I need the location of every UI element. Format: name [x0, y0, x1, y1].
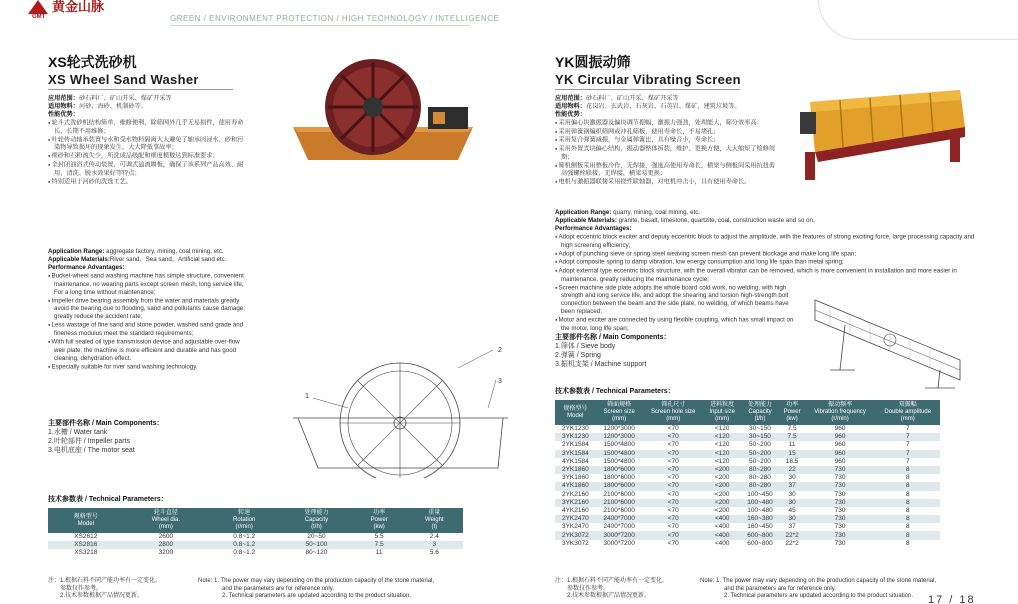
table-cell: 8	[876, 466, 940, 474]
table-cell: 1800*6000	[603, 474, 635, 482]
table-cell: 600~800	[747, 539, 773, 547]
table-cell: 22*2	[780, 531, 805, 539]
table-cell: 37	[788, 523, 796, 531]
header-divider	[170, 25, 470, 26]
title-underline	[48, 89, 233, 90]
table-cell: 7	[905, 457, 910, 465]
table-cell: 5.5	[374, 533, 384, 541]
table-cell: 8	[905, 490, 910, 498]
table-cell: <70	[643, 433, 704, 441]
component-item: 2.弹簧 / Spring	[555, 352, 601, 359]
table-row	[555, 466, 940, 474]
table-cell: 730	[805, 531, 876, 539]
table-cell: 960	[805, 450, 876, 458]
feature-cn-item: ● 采用弹簧钢编织筛网或冲孔筛板，使用寿命长，不易堵孔；	[555, 128, 780, 137]
table-cell: <70	[643, 499, 704, 507]
components-block	[555, 332, 671, 369]
table-cell: 2100*6000	[596, 499, 643, 507]
table-cell: 7	[905, 425, 910, 433]
table-cell: <70	[643, 515, 704, 523]
table-row	[555, 433, 940, 441]
table-cell: 2YK1230	[561, 425, 589, 433]
table-cell: 80~280	[749, 474, 771, 482]
table-cell: <200	[714, 506, 730, 514]
table-row	[555, 450, 940, 458]
table-cell: <70	[667, 474, 679, 482]
table-cell: 50~100	[280, 541, 352, 549]
table-cell: 2100*6000	[603, 490, 635, 498]
table-cell: <70	[667, 539, 679, 547]
table-cell: 30~150	[749, 425, 771, 433]
table-cell: <120	[704, 450, 741, 458]
table-cell: 960	[834, 441, 846, 449]
table-cell: 1500*4800	[603, 457, 635, 465]
components-block	[48, 418, 164, 455]
table-cell: <400	[714, 539, 730, 547]
table-cell: 730	[834, 474, 846, 482]
table-cell: 2YK2470	[555, 515, 596, 523]
header-slogan: GREEN / ENVIRONMENT PROTECTION / HIGH TECHNOLOGY / INTELLIGENCE	[170, 14, 500, 23]
feature-cn-item: ● 采用外置式块偏心结构，振动器整体拆装，维护、更换方便，大大缩短了检修周期；	[555, 145, 780, 162]
table-cell: 30	[780, 515, 805, 523]
table-cell: 45	[788, 506, 796, 514]
table-cell: 730	[805, 499, 876, 507]
table-row	[555, 531, 940, 539]
table-cell: 2.4	[429, 533, 439, 541]
component-item: 2.叶轮部件 / Impeller parts	[48, 438, 131, 445]
table-cell: 730	[805, 482, 876, 490]
title-underline	[555, 89, 740, 90]
table-cell: 11	[375, 549, 383, 557]
feature-en-item: ● With full sealed oil type transmission device and adjustable over-flow weir plate, the machine is more efficient and durable and has good cleaning, dehydration effect.	[48, 338, 248, 363]
table-header-cell: 功率 Power (kw)	[353, 508, 406, 533]
table-cell: 80~280	[740, 466, 779, 474]
table-header-cell: 筛孔尺寸 Screen hole size (mm)	[643, 400, 704, 425]
note-cn: 注：1.根据石料不同产能功率有一定变化， 参数仅作参考。 2.技术参数根据产品情况更新。	[48, 578, 162, 599]
table-row	[555, 499, 940, 507]
table-cell: 8	[905, 539, 910, 547]
table-cell: 11	[788, 441, 796, 449]
feature-en-item: ● Adopt of punching sieve or spring steel weaving screen mesh can prevent blockage and make long life span;	[555, 250, 975, 259]
table-row	[48, 541, 463, 549]
table-row	[555, 474, 940, 482]
table-cell: 8	[905, 474, 910, 482]
logo-sub: GMT	[32, 14, 46, 20]
table-cell: 20~50	[307, 533, 326, 541]
table-cell: 1200*3000	[603, 425, 635, 433]
table-cell: <400	[704, 515, 741, 523]
table-cell: 1500*4800	[596, 450, 643, 458]
table-cell: <400	[704, 531, 741, 539]
table-cell: 8	[876, 499, 940, 507]
product-title-cn: XS轮式洗砂机	[48, 54, 137, 70]
table-header-cell: 处理能力 Capacity (t/h)	[740, 400, 779, 425]
table-cell: 50~200	[740, 450, 779, 458]
table-cell: <200	[704, 466, 741, 474]
table-row	[555, 491, 940, 499]
table-cell: <200	[704, 482, 741, 490]
table-cell: <400	[714, 523, 730, 531]
table-cell: 960	[834, 457, 846, 465]
table-cell: 80~120	[305, 549, 328, 557]
table-cell: XS3218	[74, 549, 98, 557]
table-cell: 730	[805, 515, 876, 523]
table-cell: <200	[714, 490, 730, 498]
diagram-label: 2	[498, 347, 502, 354]
feature-cn-item: ● 细砂和石粉流失少，所洗成品级配和细度模数达到标准要求；	[48, 152, 248, 161]
washer-spec-table	[48, 508, 463, 558]
table-row	[555, 515, 940, 523]
feature-cn-item: ● 筛机侧板采用整板冷作，无焊接，强度高使用寿命长，横梁与侧板间采用抗扭剪高强螺栓联接，无焊接，横梁易更换；	[555, 162, 780, 179]
table-cell: 730	[805, 466, 876, 474]
table-row	[555, 425, 940, 433]
table-cell: 0.8~1.2	[233, 549, 256, 557]
note-en: Note: 1. The power may vary depending on the production capacity of the stone material, and the parameters are for reference only. 2. Technical parameters are updated according to the product situation.	[198, 578, 435, 599]
page-number: 17 / 18	[928, 594, 976, 604]
mountain-logo-icon	[28, 0, 48, 14]
vibrating-screen-diagram	[810, 270, 975, 390]
table-cell: 4YK1584	[561, 457, 589, 465]
table-cell: 2100*6000	[603, 506, 635, 514]
table-cell: 7.5	[780, 433, 805, 441]
table-cell: <70	[667, 506, 679, 514]
table-header-cell: 规格型号 Model	[48, 508, 124, 533]
table-cell: 8	[876, 531, 940, 539]
table-row	[555, 507, 940, 515]
table-cell: 7	[905, 441, 910, 449]
table-header-cell: 双振幅 Double amplitude (mm)	[876, 400, 940, 425]
table-cell: 8	[905, 506, 910, 514]
product-title-en: XS Wheel Sand Washer	[48, 72, 199, 87]
table-cell: 7.5	[787, 425, 797, 433]
table-cell: 3200	[158, 549, 174, 557]
table-cell: 22	[780, 466, 805, 474]
component-item: 3.振机支架 / Machine support	[555, 361, 647, 368]
table-cell: 3YK2470	[561, 523, 589, 531]
cn-spec-block: 应用范围：砂石料厂、矿山开采、煤矿开采等 适用物料：河砂、海砂、机制砂等。 性能优势： ● 轮斗式洗砂机结构简单，维修便利，除筛网外几乎无易损件，使用寿命长，长期不用维修； ● 叶轮传动轴承装置与水和受水物料隔离大大避免了轴承因浸水、砂和污染物导致损坏的现象发生，大大降低事故率； ● 细砂和石粉流失少，所洗成品级配和细度模数达到标准要求； ● 全封闭油浴式传动装置、可调式溢流堰板，确保了该系列产品高效、耐用、清洗、脱水效果好等特点； ● 特别适用于河砂的洗选工艺。	[48, 95, 248, 186]
cn-spec-block: 应用范围：砂石料厂、矿山开采、煤矿开采等 适用物料：花岗岩、玄武岩、石灰岩、石英岩、煤矿、建筑垃圾等。 性能优势： ● 采用偏心块激振器及偏块调节振幅，激振力强劲，处理能大，筛分效率高； ● 采用弹簧钢编织筛网或冲孔筛板，使用寿命长，不易堵孔； ● 采用复合弹簧减振，与金属弹簧比，具有噪音小，寿命长； ● 采用外置式块偏心结构，振动器整体拆装，维护、更换方便，大大缩短了检修周期； ● 筛机侧板采用整板冷作，无焊接，强度高使用寿命长，横梁与侧板间采用抗扭剪高强螺栓联接，无焊接，横梁易更换； ● 电机与激振器联接采用挠性联轴器，对电机冲击小，具有使用寿命长。	[555, 95, 780, 187]
table-cell: <70	[643, 531, 704, 539]
component-item: 3.电机底座 / The motor seat	[48, 447, 135, 454]
feature-en-item: ● Less wastage of fine sand and stone powder, washed sand grade and fineness modulus meet the standard requirements;	[48, 321, 248, 338]
logo-text: 黄金山脉	[52, 0, 105, 14]
feature-en-item: ● Bucket-wheel sand washing machine has simple structure, convenient maintenance, no wearing parts except screen mesh, long service life, For a long time without maintenance;	[48, 272, 248, 297]
table-cell: 30~150	[740, 433, 779, 441]
feature-cn-item: ● 特别适用于河砂的洗选工艺。	[48, 178, 248, 187]
table-cell: 730	[834, 523, 846, 531]
table-cell: 2600	[158, 533, 174, 541]
feature-cn-item: ● 全封闭油浴式传动装置、可调式溢流堰板，确保了该系列产品高效、耐用、清洗、脱水效果好等特点；	[48, 161, 248, 178]
table-cell: 8	[876, 482, 940, 490]
table-cell: <120	[714, 425, 730, 433]
table-cell: 730	[834, 539, 846, 547]
table-cell: 37	[780, 482, 805, 490]
table-cell: 3000*7200	[603, 539, 635, 547]
table-cell: 600~800	[740, 531, 779, 539]
table-header-cell: 轮斗直径 Wheel dia. (mm)	[124, 508, 209, 533]
table-header-cell: 筛面规格 Screen size (mm)	[596, 400, 643, 425]
product-title-en: YK Circular Vibrating Screen	[555, 72, 741, 87]
table-cell: 3YK1584	[555, 450, 596, 458]
params-title: 技术参数表 / Technical Parameters：	[555, 388, 675, 395]
table-cell: 15	[780, 450, 805, 458]
en-spec-block: Application Range: aggregate factory, mining, coal mining, etc. Applicable Materials:River sand、Sea sand、Artificial sand etc. Performance Advantages: ● Bucket-wheel sand washing machine has simple structure, convenient maintenance, no wearing parts except screen mesh, long service life, For a long time without maintenance; ● Impeller drive bearing assembly from the water and materials greatly avoid the bearing due to flooding, sand and pollutants cause damage; greatly reduce the accident rate; ● Less wastage of fine sand and stone powder, washed sand grade and fineness modulus meet the standard requirements; ● With full sealed oil type transmission device and adjustable over-flow weir plate, the machine is more efficient and durable and has good cleaning, dehydration effect. ● Especially suitable for river sand washing technology.	[48, 248, 248, 371]
table-cell: 30	[788, 490, 796, 498]
en-spec-block: Application Range: quarry, mining, coal mining, etc. Applicable Materials: granite, basalt, limestone, quartzite, coal, construction waste and so on. Performance Advantages: ● Adopt eccentric block exciter and deputy eccentric block to adjust the amplitude, with the features of strong exciting force, large processing capacity and high screening efficiency; ● Adopt of punching sieve or spring steel weaving screen mesh can prevent blockage and make long life span; ● Adopt composite spring to damp vibration, low energy consumption and long life span than metal spring; ● Adopt external type eccentric block structure, with the overall vibrator can be removed, which is more convenient in installation and more easier in maintenance, greatly reducing the maintenance cycle; ● Screen machine side plate adopts the whole board cold work, no welding, with high strength and long service life, and adopt the shearing and torsion high-strength bolt connection between the beam and the side plate, no welding, of which beams have been replaced; ● Motor and exciter are connected by using flexible coupling, which has small impact on the motor, long life span;	[555, 209, 975, 333]
table-cell: 0.8~1.2	[208, 541, 280, 549]
table-header-cell: 规格型号 Model	[555, 400, 596, 425]
table-cell: 2400*7000	[596, 515, 643, 523]
company-logo	[28, 0, 104, 14]
feature-cn-item: ● 采用复合弹簧减振，与金属弹簧比，具有噪音小，寿命长；	[555, 136, 780, 145]
note-cn: 注：1.根据石料不同产能功率有一定变化， 参数仅作参考。 2.技术参数根据产品情况更新。	[555, 578, 669, 599]
table-cell: 100~480	[747, 506, 773, 514]
table-cell: 100~480	[740, 499, 779, 507]
table-row	[48, 549, 463, 557]
params-title: 技术参数表 / Technical Parameters：	[48, 496, 168, 503]
table-cell: 0.8~1.2	[233, 533, 256, 541]
feature-en-item: ● Adopt composite spring to damp vibration, low energy consumption and long life span than metal spring;	[555, 258, 975, 267]
table-cell: <70	[643, 450, 704, 458]
table-cell: 2400*7000	[603, 523, 635, 531]
table-header-cell: 功率 Power (kw)	[780, 400, 805, 425]
table-cell: <70	[667, 457, 679, 465]
table-cell: 1800*6000	[596, 482, 643, 490]
table-row	[555, 482, 940, 490]
table-cell: 8	[876, 515, 940, 523]
table-cell: XS2612	[74, 533, 98, 541]
vibrating-screen-photo	[800, 82, 970, 182]
table-row	[48, 533, 463, 541]
table-cell: 7	[876, 433, 940, 441]
table-cell: 160~450	[747, 523, 773, 531]
feature-en-item: ● Impeller drive bearing assembly from the water and materials greatly avoid the bearing due to flooding, sand and pollutants cause damage; greatly reduce the accident rate;	[48, 297, 248, 322]
table-row	[555, 441, 940, 449]
feature-en-item: ● Especially suitable for river sand washing technology.	[48, 363, 248, 372]
table-cell: <200	[704, 499, 741, 507]
table-cell: 80~280	[740, 482, 779, 490]
header-decor-curve	[818, 0, 1018, 40]
table-cell: <120	[704, 433, 741, 441]
product-title-cn: YK圆振动筛	[555, 54, 631, 70]
table-cell: 8	[905, 523, 910, 531]
component-item: 1.筛体 / Sieve body	[555, 343, 616, 350]
components-title: 主要部件名称 / Main Components：	[48, 420, 164, 427]
table-header-cell: 振动频率 Vibration frequency (r/min)	[805, 400, 876, 425]
feature-en-item: ● Adopt external type eccentric block structure, with the overall vibrator can be removed, which is more convenient in installation and more easier in maintenance, greatly reducing the maintenance cycle;	[555, 267, 975, 284]
table-cell: 2YK1584	[561, 441, 589, 449]
table-cell: 4YK1860	[555, 482, 596, 490]
table-cell: 1500*4800	[603, 441, 635, 449]
table-cell: <70	[667, 425, 679, 433]
table-cell: <70	[667, 490, 679, 498]
table-cell: 22*2	[785, 539, 799, 547]
table-cell: 3YK2160	[555, 499, 596, 507]
table-cell: 160~380	[740, 515, 779, 523]
component-item: 1.水槽 / Water tank	[48, 429, 108, 436]
table-cell: 3YK3072	[561, 539, 589, 547]
note-en: Note: 1. The power may vary depending on the production capacity of the stone material, and the parameters are for reference only. 2. Technical parameters are updated according to the product situation.	[700, 578, 937, 599]
table-cell: 3000*7200	[596, 531, 643, 539]
table-cell: 5.6	[429, 549, 439, 557]
table-cell: 3YK1230	[555, 433, 596, 441]
table-cell: 2YK3072	[555, 531, 596, 539]
table-cell: 30	[788, 474, 796, 482]
table-cell: <70	[643, 482, 704, 490]
table-cell: 30	[780, 499, 805, 507]
feature-cn-item: ● 叶轮传动轴承装置与水和受水物料隔离大大避免了轴承因浸水、砂和污染物导致损坏的现象发生，大大降低事故率；	[48, 136, 248, 153]
table-cell: 730	[834, 506, 846, 514]
table-cell: <120	[714, 441, 730, 449]
table-cell: 7	[876, 450, 940, 458]
feature-en-item: ● Adopt eccentric block exciter and deputy eccentric block to adjust the amplitude, with the features of strong exciting force, large processing capacity and high screening efficiency;	[555, 233, 975, 250]
table-cell: XS2816	[48, 541, 124, 549]
sand-washer-diagram	[288, 338, 518, 478]
table-header-cell: 进料粒度 Input size (mm)	[704, 400, 741, 425]
feature-cn-item: ● 电机与激振器联接采用挠性联轴器，对电机冲击小，具有使用寿命长。	[555, 178, 780, 187]
table-cell: <200	[714, 474, 730, 482]
components-title: 主要部件名称 / Main Components：	[555, 334, 671, 341]
table-cell: 50~200	[749, 441, 771, 449]
table-row	[555, 523, 940, 531]
feature-cn-item: ● 轮斗式洗砂机结构简单，维修便利，除筛网外几乎无易损件，使用寿命长，长期不用维修；	[48, 119, 248, 136]
table-cell: 960	[834, 425, 846, 433]
table-cell: 2YK2160	[561, 490, 589, 498]
table-cell: 3YK1860	[561, 474, 589, 482]
diagram-label: 1	[305, 393, 309, 400]
table-row	[555, 540, 940, 548]
table-cell: 730	[834, 490, 846, 498]
table-header-cell: 转速 Rotation (r/min)	[208, 508, 280, 533]
table-row	[555, 458, 940, 466]
table-cell: 960	[805, 433, 876, 441]
table-cell: 2YK1860	[555, 466, 596, 474]
sand-washer-photo	[283, 52, 483, 162]
feature-en-item: ● Screen machine side plate adopts the whole board cold work, no welding, with high strength and long service life, and adopt the shearing and torsion high-strength bolt connection between the beam and the side plate, no welding, of which beams have been replaced;	[555, 284, 800, 317]
table-cell: <120	[714, 457, 730, 465]
table-header-cell: 处理能力 Capacity (t/h)	[280, 508, 352, 533]
table-cell: 100~450	[747, 490, 773, 498]
table-cell: 50~200	[749, 457, 771, 465]
table-cell: 3	[406, 541, 463, 549]
diagram-label: 3	[498, 378, 502, 385]
table-header-cell: 重量 Weight (t)	[406, 508, 463, 533]
feature-en-item: ● Motor and exciter are connected by using flexible coupling, which has small impact on the motor, long life span;	[555, 316, 800, 333]
screen-spec-table	[555, 400, 940, 548]
feature-cn-item: ● 采用偏心块激振器及偏块调节振幅，激振力强劲，处理能大，筛分效率高；	[555, 119, 780, 128]
table-cell: <70	[643, 466, 704, 474]
table-cell: <70	[667, 441, 679, 449]
table-cell: 7.5	[353, 541, 406, 549]
table-cell: 4YK2160	[561, 506, 589, 514]
table-cell: 18.5	[785, 457, 799, 465]
table-cell: <70	[667, 523, 679, 531]
table-cell: 2800	[124, 541, 209, 549]
table-cell: 1200*3000	[596, 433, 643, 441]
table-cell: 1800*6000	[596, 466, 643, 474]
